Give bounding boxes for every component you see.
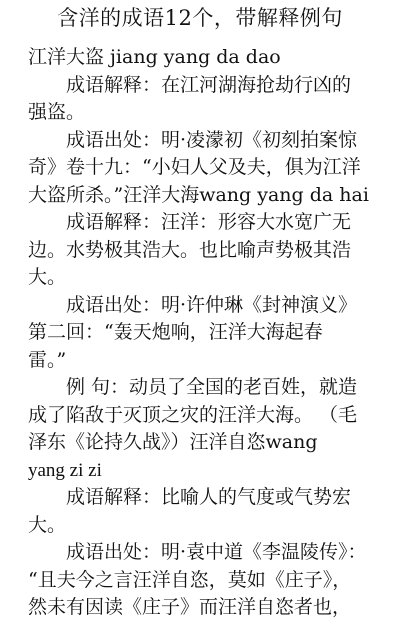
text-line: 成语解释：汪洋：形容大水宽广无 bbox=[66, 211, 352, 233]
text-line: 成语出处：明·凌濛初《初刻拍案惊 bbox=[66, 128, 358, 151]
text-line: 边。水势极其浩大。也比喻声势极其浩 bbox=[28, 238, 352, 261]
text-line: 第二回：“轰天炮响，汪洋大海起春 bbox=[28, 321, 323, 343]
document-body bbox=[28, 44, 380, 622]
text-line: 雷。” bbox=[28, 348, 67, 371]
text-line: 成语出处：明·袁中道《李温陵传》： bbox=[66, 541, 367, 563]
text-line: 奇》卷十九：“小妇人父及夫，俱为江洋 bbox=[28, 156, 361, 178]
text-line: 然未有因读《庄子》而汪洋自恣者也， bbox=[28, 596, 352, 618]
text-line: 大。 bbox=[28, 266, 67, 288]
text-line: 成语解释：比喻人的气度或气势宏 bbox=[66, 486, 352, 508]
text-line: 大盗所杀。”汪洋大海wang yang da hai bbox=[28, 183, 369, 206]
text-line: 成语出处：明·许仲琳《封神演义》 bbox=[66, 293, 358, 316]
text-line: 成语解释：在江河湖海抢劫行凶的 bbox=[66, 73, 352, 96]
document-title: 含洋的成语12个，带解释例句 bbox=[57, 6, 343, 30]
text-line: 成了陷敌于灭顶之灾的汪洋大海。 （毛 bbox=[28, 403, 358, 426]
text-line: “且夫今之言汪洋自恣，莫如《庄子》， bbox=[28, 568, 352, 591]
text-line: 江洋大盗 jiang yang da dao bbox=[28, 46, 281, 68]
text-line: 大。 bbox=[28, 513, 67, 536]
text-line: yang zi zi bbox=[28, 459, 102, 481]
text-line: 泽东《论持久战》）汪洋自恣wang bbox=[28, 431, 318, 453]
text-line: 强盗。 bbox=[28, 101, 86, 123]
text-line: 例 句：动员了全国的老百姓，就造 bbox=[66, 376, 358, 398]
